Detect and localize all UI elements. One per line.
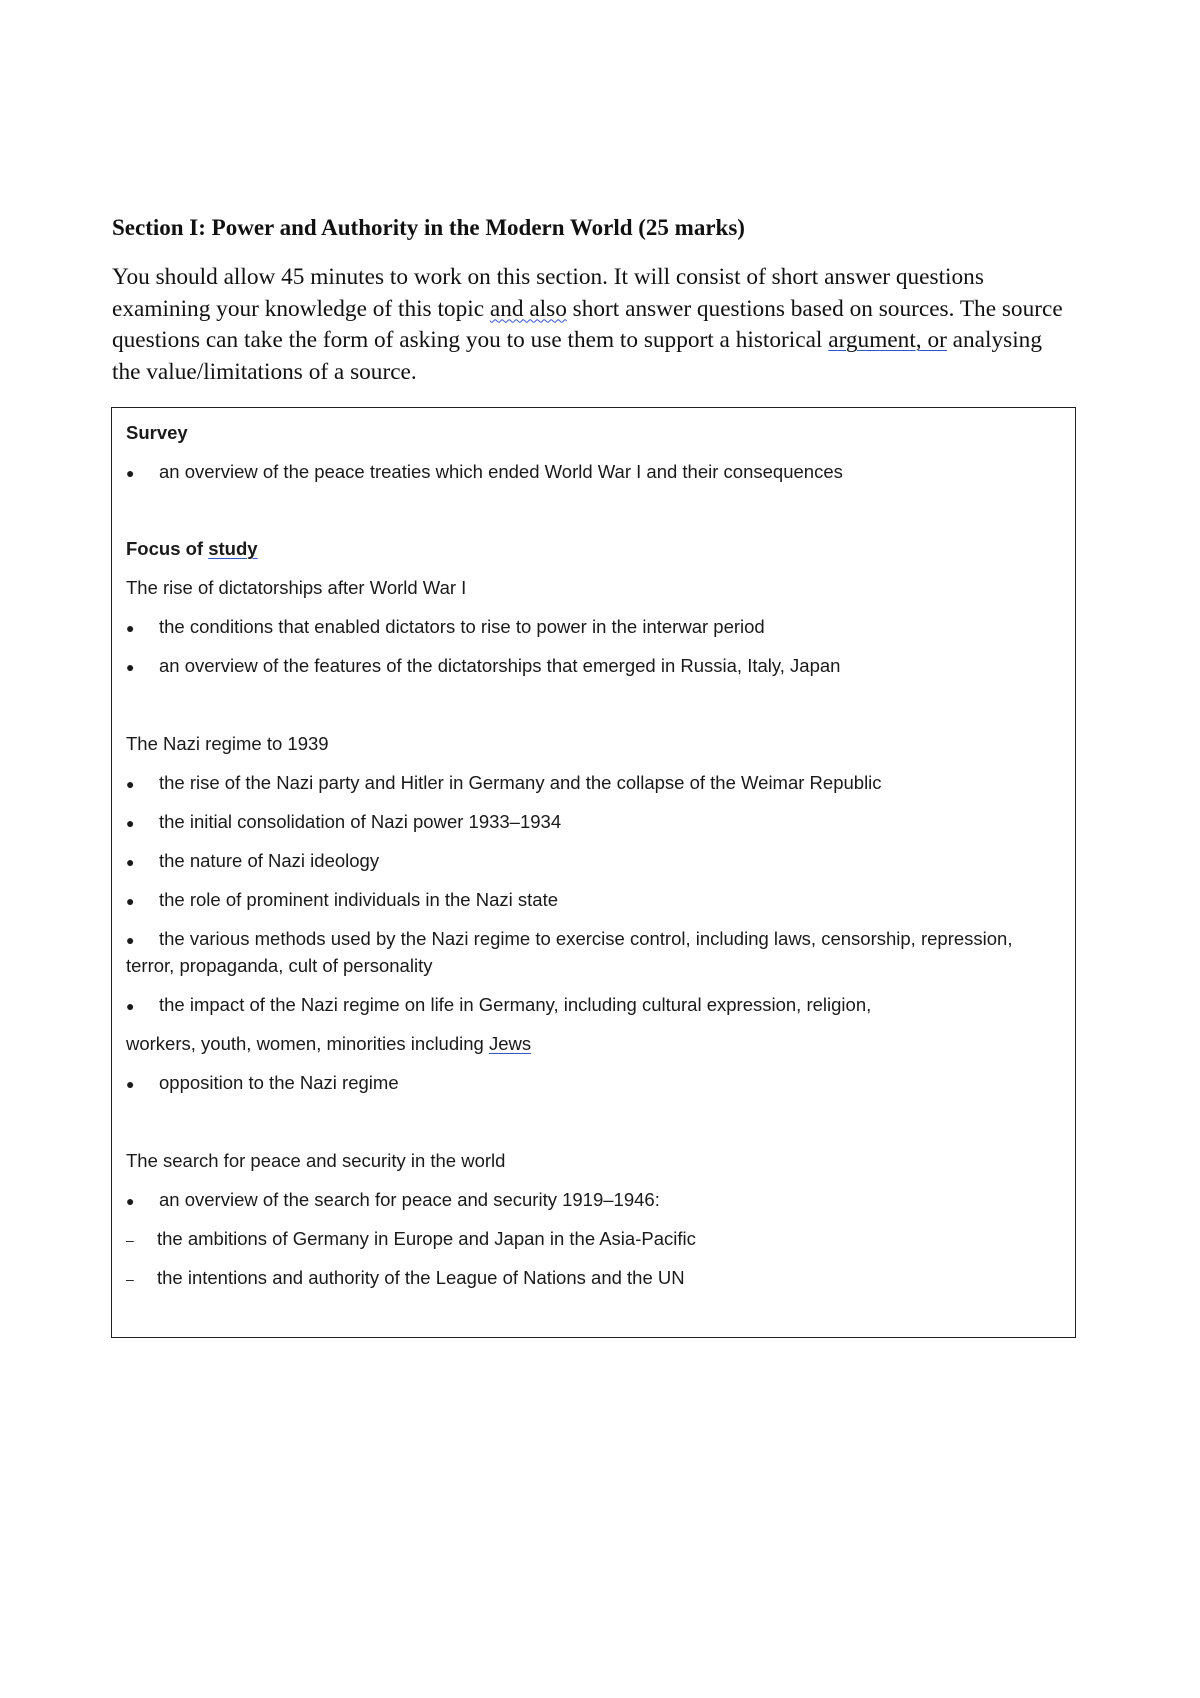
intro-text: short answer questions based on sources. The source [566, 295, 1063, 322]
grammar-flag: Jews [488, 1033, 532, 1054]
bullet-icon: ● [126, 1076, 135, 1092]
list-item-text: the rise of the Nazi party and Hitler in Germany and the collapse of the Weimar Republic [159, 772, 882, 793]
bullet-icon: ● [126, 932, 135, 948]
grammar-flag: argument, or [828, 327, 947, 353]
section-heading: Section I: Power and Authority in the Modern World (25 marks) [112, 215, 745, 240]
list-item-text: the various methods used by the Nazi regime to exercise control, including laws, censorship, repression, [159, 928, 1013, 949]
bullet-icon: ● [126, 659, 135, 675]
bullet-icon: ● [126, 1193, 135, 1209]
list-item-text: the intentions and authority of the League of Nations and the UN [157, 1267, 685, 1288]
focus-title [126, 538, 258, 560]
list-item [126, 655, 840, 678]
bullet-icon: ● [126, 465, 135, 481]
intro-line [112, 294, 1097, 326]
bullet-icon: ● [126, 620, 135, 636]
list-item [126, 889, 558, 912]
focus-title-text: Focus of [126, 538, 209, 559]
intro-line: the value/limitations of a source. [112, 358, 417, 385]
intro-text: examining your knowledge of this topic [112, 295, 490, 322]
subtitle-peace: The search for peace and security in the world [126, 1150, 506, 1171]
intro-text: questions can take the form of asking you to use them to support a historical [112, 327, 829, 353]
list-item-text: an overview of the peace treaties which ended World War I and their consequences [159, 461, 843, 482]
list-item [126, 461, 843, 484]
list-item-text: the ambitions of Germany in Europe and Japan in the Asia-Pacific [157, 1228, 696, 1249]
list-item-text: an overview of the search for peace and security 1919–1946: [159, 1189, 660, 1210]
list-item [126, 1228, 696, 1251]
bullet-icon: ● [126, 893, 135, 909]
dash-icon: – [126, 1232, 134, 1248]
list-item-text: the nature of Nazi ideology [159, 850, 380, 871]
list-item-text: the conditions that enabled dictators to rise to power in the interwar period [159, 616, 765, 637]
list-item [126, 1189, 660, 1212]
bullet-icon: ● [126, 854, 135, 870]
list-item [126, 928, 1012, 951]
bullet-icon: ● [126, 998, 135, 1014]
list-item-continuation [126, 1033, 531, 1055]
list-item-text: workers, youth, women, minorities including [126, 1033, 489, 1054]
section-intro [112, 262, 1097, 388]
list-item-text: an overview of the features of the dictatorships that emerged in Russia, Italy, Japan [159, 655, 841, 676]
syllabus-box [111, 407, 1076, 1338]
dash-icon: – [126, 1271, 134, 1287]
intro-text: analysing [946, 327, 1042, 353]
subtitle-nazi: The Nazi regime to 1939 [126, 733, 329, 754]
intro-line: You should allow 45 minutes to work on this section. It will consist of short answer questions [112, 264, 984, 290]
list-item-text: the role of prominent individuals in the Nazi state [159, 889, 558, 910]
list-item [126, 850, 379, 873]
list-item-continuation: terror, propaganda, cult of personality [126, 955, 433, 976]
survey-title: Survey [126, 422, 188, 443]
subtitle-dictatorships: The rise of dictatorships after World War I [126, 577, 467, 598]
grammar-flag: and also [489, 295, 567, 322]
bullet-icon: ● [126, 815, 135, 831]
list-item [126, 1267, 685, 1290]
intro-line [112, 325, 1097, 357]
focus-title-link: study [208, 538, 258, 559]
list-item [126, 994, 871, 1017]
list-item-text: the impact of the Nazi regime on life in Germany, including cultural expression, religion, [159, 994, 872, 1015]
list-item [126, 616, 765, 639]
list-item [126, 1072, 399, 1095]
list-item-text: the initial consolidation of Nazi power 1933–1934 [159, 811, 562, 832]
list-item [126, 811, 561, 834]
list-item [126, 772, 882, 795]
bullet-icon: ● [126, 776, 135, 792]
list-item-text: opposition to the Nazi regime [159, 1072, 399, 1093]
